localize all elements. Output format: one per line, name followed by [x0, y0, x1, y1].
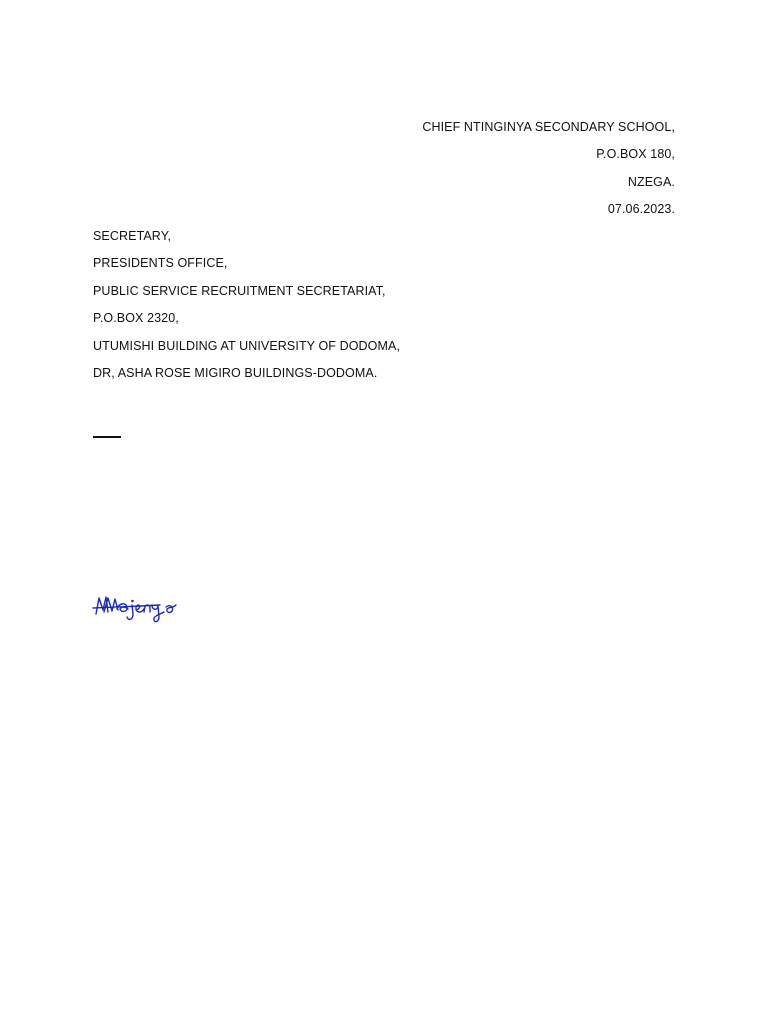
sender-school: CHIEF NTINGINYA SECONDARY SCHOOL,: [422, 120, 675, 134]
letter-date: 07.06.2023.: [607, 202, 675, 217]
recipient-line: PRESIDENTS OFFICE,: [93, 256, 228, 271]
recipient-line: UTUMISHI BUILDING AT UNIVERSITY OF DODOMA,: [93, 338, 401, 353]
handwritten-signature: [90, 590, 190, 630]
recipient-line: PUBLIC SERVICE RECRUITMENT SECRETARIAT,: [93, 283, 386, 298]
sender-address: [422, 114, 675, 224]
recipient-line: P.O.BOX 2320,: [93, 311, 179, 326]
short-underline-rule: [93, 436, 121, 438]
sender-pobox: P.O.BOX 180,: [596, 147, 675, 162]
recipient-line: DR, ASHA ROSE MIGIRO BUILDINGS-DODOMA.: [93, 366, 378, 381]
sender-town: NZEGA.: [627, 174, 675, 189]
recipient-line: SECRETARY,: [93, 229, 172, 243]
recipient-address: [93, 223, 400, 387]
